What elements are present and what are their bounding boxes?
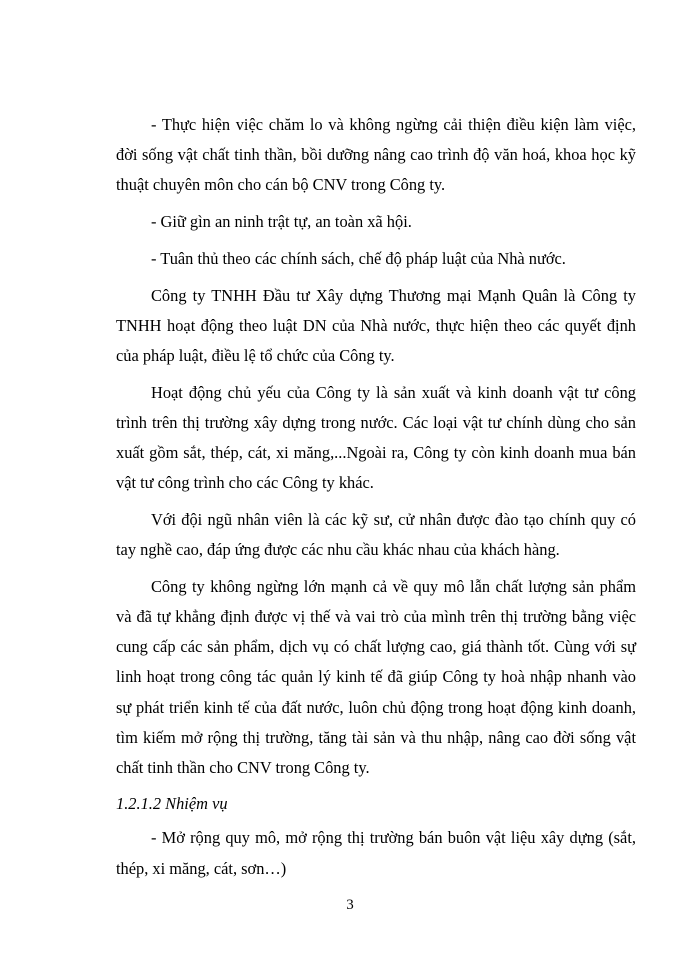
paragraph-staff: Với đội ngũ nhân viên là các kỹ sư, cử nhân được đào tạo chính quy có tay nghề cao, đáp ứng được các nhu cầu khác nhau của khách hàng. [116,509,636,560]
paragraph-expand-market: - Mở rộng quy mô, mở rộng thị trường bán buôn vật liệu xây dựng (sắt, thép, xi măng, cát, sơn…) [116,828,636,878]
paragraph-company-intro: Công ty TNHH Đầu tư Xây dựng Thương mại Mạnh Quân là Công ty TNHH hoạt động theo luật DN của Nhà nước, thực hiện theo các quyết định của pháp luật, điều lệ tổ chức của Công ty. [116,285,636,365]
paragraph-growth: Công ty không ngừng lớn mạnh cả về quy mô lẫn chất lượng sản phẩm và đã tự khẳng định được vị thế và vai trò của mình trên thị trường bằng việc cung cấp các sản phẩm, dịch vụ có chất lượng cao, giá thành tốt. Cùng với sự linh hoạt trong công tác quản lý kinh tế đã giúp Công ty hoà nhập nhanh vào sự phát triển kinh tế của đất nước, luôn chủ động trong hoạt động kinh doanh, tìm kiếm mở rộng thị trường, tăng tài sản và thu nhập, nâng cao đời sống vật chất tinh thần cho CNV trong Công ty. [116,576,636,778]
paragraph-law-compliance: - Tuân thủ theo các chính sách, chế độ pháp luật của Nhà nước. [151,248,566,268]
paragraph-main-activities: Hoạt động chủ yếu của Công ty là sản xuất và kinh doanh vật tư công trình trên thị trường xây dựng trong nước. Các loại vật tư chính dùng cho sản xuất gồm sắt, thép, cát, xi măng,...Ngoài ra, Công ty còn kinh doanh mua bán vật tư công trình cho các Công ty khác. [116,382,636,493]
page-content [116,110,636,884]
page-number: 3 [346,897,354,913]
paragraph-security: - Giữ gìn an ninh trật tự, an toàn xã hội. [151,212,412,232]
paragraph-working-conditions: - Thực hiện việc chăm lo và không ngừng cải thiện điều kiện làm việc, đời sống vật chất tinh thần, bồi dưỡng nâng cao trình độ văn hoá, khoa học kỹ thuật chuyên môn cho cán bộ CNV trong Công ty. [116,115,636,195]
section-heading: 1.2.1.2 Nhiệm vụ [116,794,228,814]
